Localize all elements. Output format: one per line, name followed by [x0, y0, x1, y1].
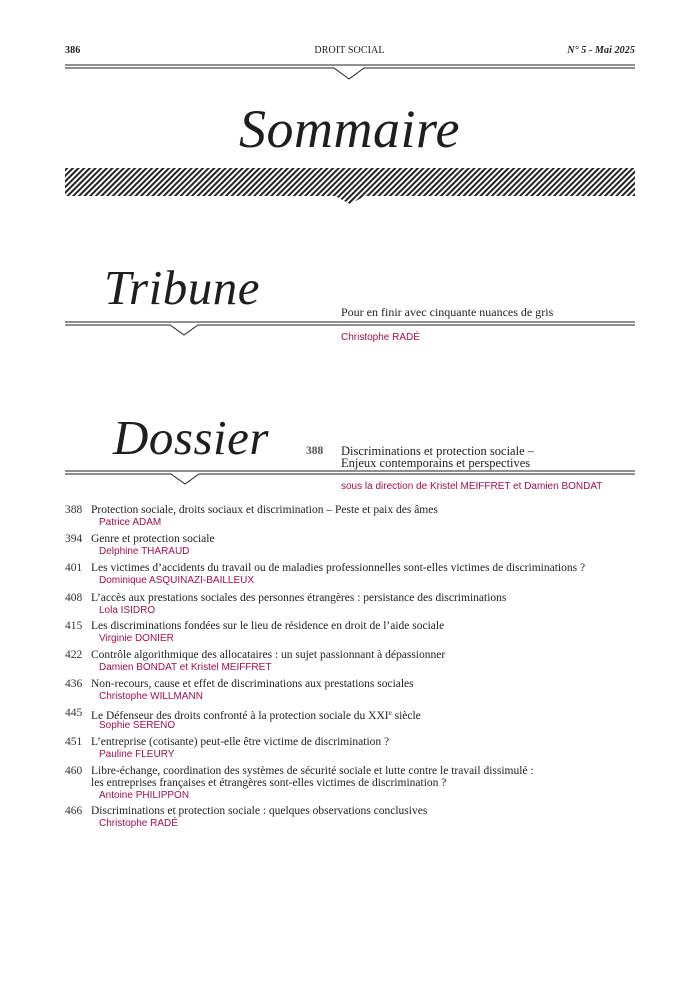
toc-author: Christophe WILLMANN — [99, 691, 203, 702]
dossier-page: 388 — [306, 445, 324, 457]
toc-page: 401 — [65, 562, 83, 574]
journal-title: DROIT SOCIAL — [314, 45, 385, 56]
toc-title: Discriminations et protection sociale : quelques observations conclusives — [91, 805, 428, 817]
dossier-title-line2: Enjeux contemporains et perspectives — [341, 456, 531, 470]
toc-page: 451 — [65, 736, 83, 748]
toc-author: Damien BONDAT et Kristel MEIFFRET — [99, 662, 272, 673]
toc-title: Les victimes d’accidents du travail ou de maladies professionnelles sont-elles victimes de discriminations ? — [91, 562, 586, 574]
toc-page: 415 — [65, 620, 83, 632]
toc-page: 436 — [65, 678, 83, 690]
toc-page: 422 — [65, 649, 83, 661]
page-title: Sommaire — [239, 99, 460, 159]
dossier-heading: Dossier — [113, 410, 269, 465]
dossier-title-line1: Discriminations et protection sociale – — [341, 444, 535, 458]
toc-title: L’entreprise (cotisante) peut-elle être victime de discrimination ? — [91, 736, 390, 748]
toc-title: Genre et protection sociale — [91, 533, 215, 545]
toc-title: Protection sociale, droits sociaux et discrimination – Peste et paix des âmes — [91, 504, 438, 516]
toc-page: 394 — [65, 533, 83, 545]
toc-title: Non-recours, cause et effet de discriminations aux prestations sociales — [91, 678, 414, 690]
toc-author: Virginie DONIER — [99, 633, 174, 644]
toc-author: Christophe RADÉ — [99, 818, 178, 829]
toc-title: Le Défenseur des droits confronté à la protection sociale du XXIe siècle — [91, 709, 421, 722]
page-number: 386 — [65, 45, 81, 56]
toc-author: Sophie SERENO — [99, 720, 176, 731]
dossier-direction: sous la direction de Kristel MEIFFRET et Damien BONDAT — [341, 481, 603, 492]
toc-author: Antoine PHILIPPON — [99, 790, 190, 801]
tribune-article-title: Pour en finir avec cinquante nuances de gris — [341, 305, 554, 319]
toc-page: 445 — [65, 707, 83, 719]
toc-page: 460 — [65, 765, 83, 777]
toc-author: Dominique ASQUINAZI-BAILLEUX — [99, 575, 255, 586]
toc-title: L’accès aux prestations sociales des personnes étrangères : persistance des discriminations — [91, 592, 507, 604]
toc-title: Libre-échange, coordination des systèmes de sécurité sociale et lutte contre le travail dissimulé : — [91, 765, 534, 777]
tribune-author: Christophe RADÉ — [341, 332, 420, 343]
toc-author: Delphine THARAUD — [99, 546, 190, 557]
toc-author: Patrice ADAM — [99, 517, 162, 528]
hatched-band — [0, 166, 699, 204]
header-rule — [0, 60, 699, 82]
toc-page: 388 — [65, 504, 83, 516]
toc-title: Contrôle algorithmique des allocataires : un sujet passionnant à dépassionner — [91, 649, 446, 661]
toc-title: Les discriminations fondées sur le lieu de résidence en droit de l’aide sociale — [91, 620, 445, 632]
toc-author: Pauline FLEURY — [99, 749, 175, 760]
toc-page: 408 — [65, 592, 83, 604]
tribune-heading: Tribune — [104, 260, 260, 315]
toc-title-line2: les entreprises françaises et étrangères sont-elles victimes de discrimination ? — [91, 777, 447, 789]
toc-author: Lola ISIDRO — [99, 605, 156, 616]
toc-page: 466 — [65, 805, 83, 817]
issue-number: N° 5 - Mai 2025 — [567, 45, 635, 56]
